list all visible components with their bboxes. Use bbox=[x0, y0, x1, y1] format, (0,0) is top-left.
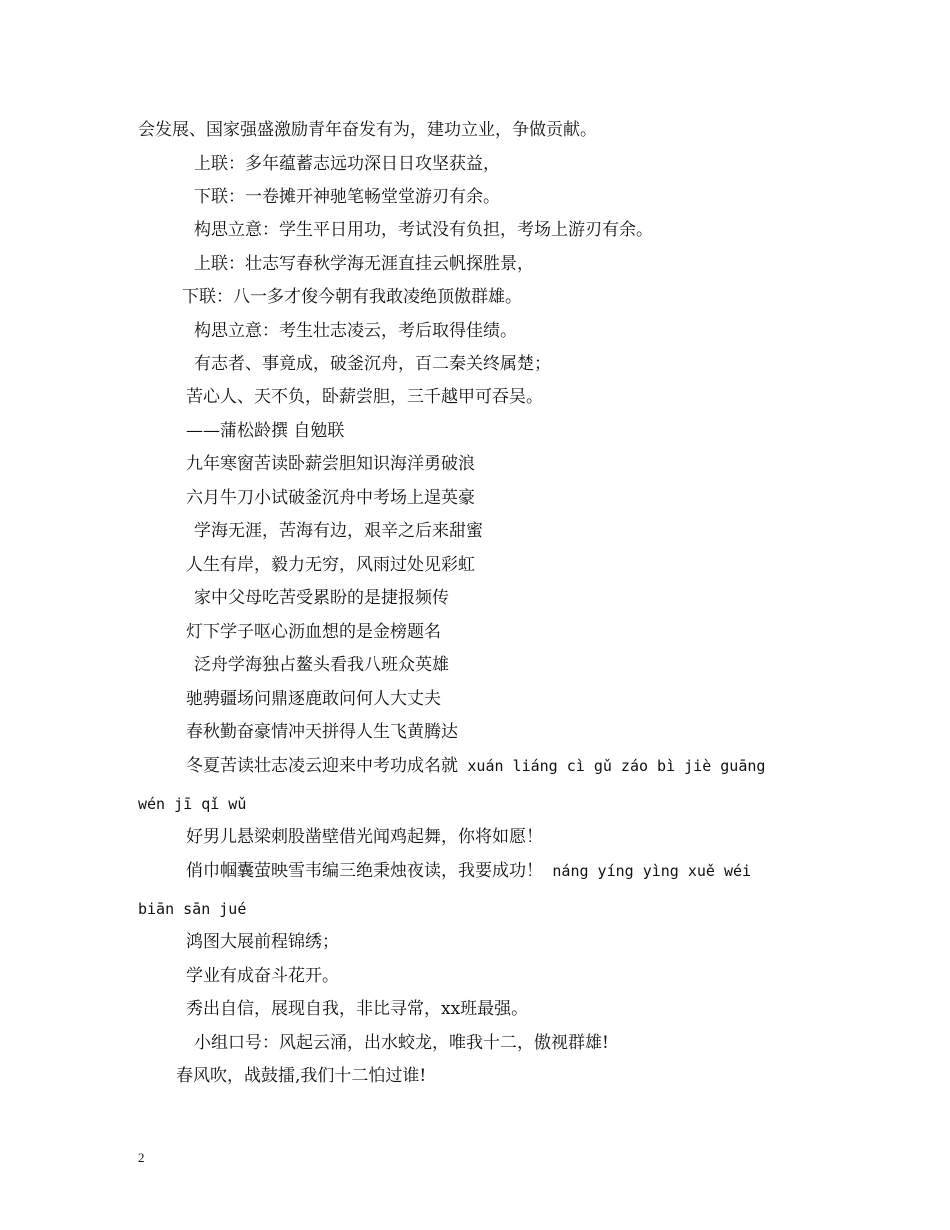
couplet-line: 家中父母吃苦受累盼的是捷报频传 bbox=[194, 588, 449, 608]
pinyin-text: náng yíng yìng xuě wéi bbox=[552, 862, 752, 880]
couplet-line: 九年寒窗苦读卧薪尝胆知识海洋勇破浪 bbox=[186, 454, 475, 474]
couplet-lower: 苦心人、天不负，卧薪尝胆，三千越甲可吞吴。 bbox=[186, 387, 543, 407]
chinese-text: 冬夏苦读壮志凌云迎来中考功成名就 bbox=[186, 756, 458, 776]
pinyin-line bbox=[186, 861, 751, 881]
pinyin-line bbox=[186, 756, 765, 776]
couplet-line: 灯下学子呕心沥血想的是金榜题名 bbox=[186, 622, 441, 642]
page-number: 2 bbox=[138, 1150, 145, 1165]
couplet-upper: 有志者、事竟成，破釜沉舟，百二秦关终属楚； bbox=[194, 354, 551, 374]
closing-line: 鸿图大展前程锦绣； bbox=[186, 932, 339, 952]
couplet-lower: 下联：一卷摊开神驰笔畅堂堂游刃有余。 bbox=[194, 187, 500, 207]
body-line: 会发展、国家强盛激励青年奋发有为，建功立业，争做贡献。 bbox=[138, 120, 597, 140]
couplet-line: 学海无涯，苦海有边，艰辛之后来甜蜜 bbox=[194, 521, 483, 541]
closing-line: 秀出自信，展现自我，非比寻常，xx班最强。 bbox=[186, 999, 529, 1019]
concept-note: 构思立意：学生平日用功，考试没有负担，考场上游刃有余。 bbox=[194, 220, 653, 240]
couplet-line: 驰骋疆场问鼎逐鹿敢问何人大丈夫 bbox=[186, 689, 441, 709]
pinyin-text: xuán liáng cì gǔ záo bì jiè guāng bbox=[467, 757, 766, 775]
couplet-line: 泛舟学海独占鳌头看我八班众英雄 bbox=[194, 655, 449, 675]
slogan-line: 春风吹，战鼓擂,我们十二怕过谁! bbox=[176, 1066, 427, 1086]
couplet-upper: 上联：壮志写春秋学海无涯直挂云帆探胜景， bbox=[194, 254, 534, 274]
concept-note: 构思立意：考生壮志凌云，考后取得佳绩。 bbox=[194, 321, 517, 341]
closing-line: 学业有成奋斗花开。 bbox=[186, 966, 339, 986]
couplet-line: 春秋勤奋豪情冲天拼得人生飞黄腾达 bbox=[186, 722, 458, 742]
couplet-line: 人生有岸，毅力无穷，风雨过处见彩虹 bbox=[186, 555, 475, 575]
slogan-line: 小组口号：风起云涌，出水蛟龙，唯我十二，傲视群雄! bbox=[194, 1033, 609, 1053]
couplet-upper: 上联：多年蕴蓄志远功深日日攻坚获益， bbox=[194, 154, 500, 174]
attribution: ——蒲松龄撰 自勉联 bbox=[186, 421, 345, 441]
pinyin-continuation: wén jī qǐ wǔ bbox=[138, 795, 247, 813]
body-line: 好男儿悬梁刺股凿壁借光闻鸡起舞，你将如愿！ bbox=[186, 827, 543, 847]
couplet-lower: 下联：八一多才俊今朝有我敢凌绝顶傲群雄。 bbox=[182, 287, 522, 307]
couplet-line: 六月牛刀小试破釜沉舟中考场上逞英豪 bbox=[186, 488, 475, 508]
chinese-text: 俏巾帼囊萤映雪韦编三绝秉烛夜读，我要成功！ bbox=[186, 861, 543, 881]
pinyin-continuation: biān sān jué bbox=[138, 900, 247, 918]
